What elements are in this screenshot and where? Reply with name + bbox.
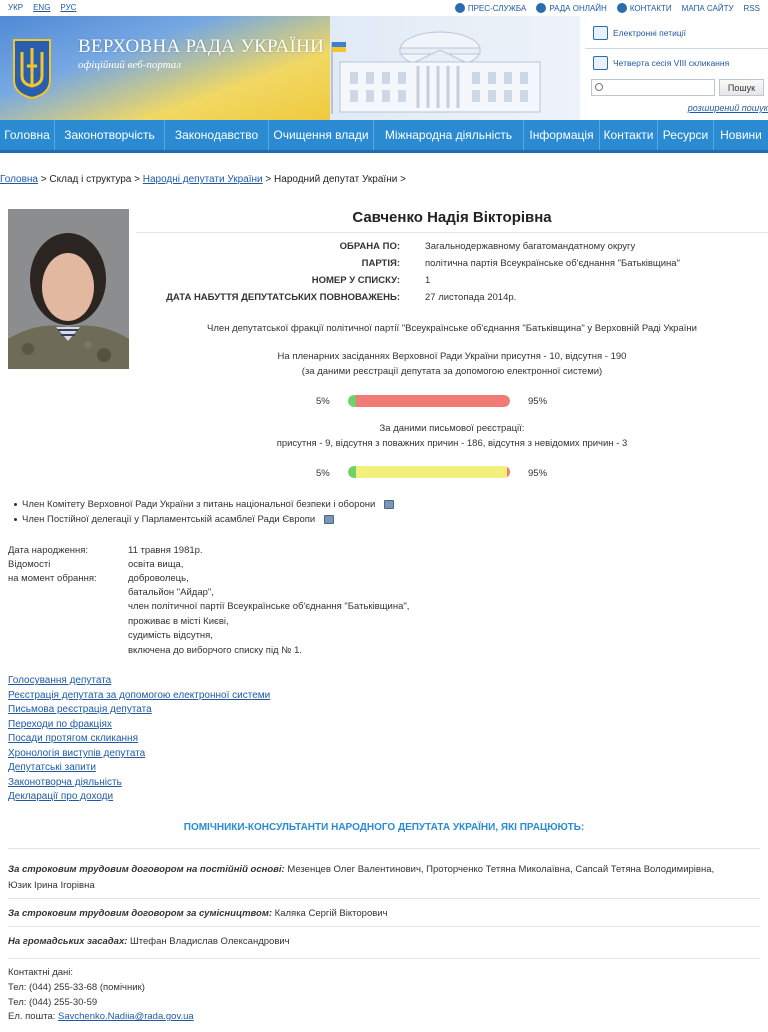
info-row-party [136,258,768,272]
faction-membership: Член депутатської фракції політичної партії "Всеукраїнське об'єднання "Батьківщина" у Верховній Раді України [207,323,697,334]
bio-line: освіта вища, [128,559,184,570]
coat-of-arms-icon[interactable] [10,36,54,100]
site-subtitle: офіційний веб-портал [78,59,182,71]
divider [136,232,768,233]
assistants-volunteer [8,934,728,950]
nav-international[interactable]: Міжнародна діяльність [374,120,524,150]
info-card-icon[interactable] [324,515,334,524]
search-icon [595,83,603,91]
info-label: ПАРТІЯ: [361,258,400,269]
broadcast-icon [536,3,546,13]
press-icon [455,3,465,13]
bio-line: член політичної партії Всеукраїнське об'єднання "Батьківщина", [128,601,410,612]
divider [8,898,760,899]
assistants-names: Мезенцев Олег Валентинович, Проторченко Тетяна Миколаївна, Сапсай Тетяна Володимирівна, Юзик Ірина Ігорівна [8,864,715,891]
contact-phone-assistant: Тел: (044) 255-33-68 (помічник) [8,982,145,993]
language-switcher [8,3,76,12]
header-banner [0,16,580,120]
link-inquiries[interactable]: Депутатські запити [8,762,96,773]
breadcrumb-home[interactable]: Головна [0,174,38,185]
info-label: ОБРАНА ПО: [339,241,400,252]
link-voting[interactable]: Голосування депутата [8,675,112,686]
bio-line: доброволець, [128,573,189,584]
assistants-names: Каляка Сергій Вікторович [272,908,388,919]
bar-unknown-absence-segment [507,466,510,478]
advanced-search-link[interactable]: розширений пошук [687,103,768,113]
breadcrumb-deputies[interactable]: Народні депутати України [142,174,263,185]
link-positions[interactable]: Посади протягом скликання [8,733,138,744]
bio-label: Відомості [8,559,51,570]
link-written-registration[interactable]: Письмова реєстрація депутата [8,704,152,715]
assistants-part-time [8,906,728,922]
birth-date-value: 11 травня 1981р. [128,545,203,556]
calendar-icon [593,56,608,70]
written-registration-stats: присутня - 9, відсутня з поважних причин - 186, відсутня з невідомих причин - 3 [276,438,628,449]
lang-ukr[interactable]: УКР [8,3,24,12]
plenary-attendance: На пленарних засіданнях Верховної Ради України присутня - 10, відсутня - 190 [277,351,627,362]
assistants-group-label: На громадських засадах: [8,936,128,947]
press-service-link[interactable]: ПРЕС-СЛУЖБА [455,3,527,13]
bar1-absent-label: 95% [528,396,548,407]
divider [8,926,760,927]
written-registration-title: За даними письмової реєстрації: [379,423,525,434]
search-input[interactable] [591,79,715,96]
link-declarations[interactable]: Декларації про доходи [8,791,114,802]
divider [8,848,760,849]
bio-line: батальйон "Айдар", [128,587,214,598]
main-navigation [0,120,768,153]
link-electronic-registration[interactable]: Реєстрація депутата за допомогою електронної системи [8,690,271,701]
info-value: Загальнодержавному багатомандатному округу [425,241,636,252]
info-label: ДАТА НАБУТТЯ ДЕПУТАТСЬКИХ ПОВНОВАЖЕНЬ: [166,292,400,303]
nav-home[interactable]: Головна [0,120,55,150]
contact-phone: Тел: (044) 255-30-59 [8,997,98,1008]
breadcrumb-current: > Народний депутат України > [262,174,406,185]
committee-membership: Член Комітету Верховної Ради України з питань національної безпеки і оборони [14,499,394,510]
info-row-elected [136,241,768,255]
phone-icon [617,3,627,13]
nav-news[interactable]: Новини [720,128,762,142]
nav-legislation[interactable]: Законодавство [165,120,269,150]
lang-eng[interactable]: ENG [33,3,51,12]
assistants-group-label: За строковим трудовим договором на постійній основі: [8,864,285,875]
deputy-name: Савченко Надія Вікторівна [352,209,552,226]
delegation-membership: Член Постійної делегації у Парламентській асамблеї Ради Європи [14,514,334,525]
petitions-link[interactable]: Електронні петиції [593,26,686,40]
site-title[interactable]: ВЕРХОВНА РАДА УКРАЇНИ [78,36,325,57]
info-card-icon[interactable] [384,500,394,509]
bar2-present-label: 5% [316,468,330,479]
info-value: політична партія Всеукраїнське об'єднання "Батьківщина" [425,258,680,269]
link-speeches[interactable]: Хронологія виступів депутата [8,748,146,759]
bar-present-segment [348,466,356,478]
bar1-present-label: 5% [316,396,330,407]
email-link[interactable]: Savchenko.Nadiia@rada.gov.ua [58,1011,194,1022]
portrait-image [8,209,129,369]
nav-lawmaking[interactable]: Законотворчість [55,120,165,150]
electronic-attendance-bar [348,395,510,407]
parliament-building-illustration [320,22,570,120]
top-links [455,3,760,13]
plenary-attendance-note: (за даними реєстрації депутата за допомогою електронної системи) [301,366,603,377]
written-attendance-bar [348,466,510,478]
assistants-names: Штефан Владислав Олександрович [127,936,290,947]
contacts-link[interactable]: КОНТАКТИ [617,3,672,13]
bio-label-cont: на момент обрання: [8,573,97,584]
bar2-absent-label: 95% [528,468,548,479]
rada-online-link[interactable]: РАДА ОНЛАЙН [536,3,607,13]
rss-link[interactable]: RSS [743,3,760,13]
assistants-permanent [8,862,728,894]
bar-valid-absence-segment [356,466,507,478]
info-value: 27 листопада 2014р. [425,292,517,303]
lang-rus[interactable]: РУС [60,3,77,12]
divider [8,958,760,959]
birth-date-label: Дата народження: [8,545,89,556]
breadcrumb [0,174,406,185]
email-label: Ел. пошта: [8,1011,59,1022]
contact-email-row [8,1011,194,1022]
search-button[interactable]: Пошук [719,79,764,96]
link-faction-transfers[interactable]: Переходи по фракціях [8,719,112,730]
assistants-title: ПОМІЧНИКИ-КОНСУЛЬТАНТИ НАРОДНОГО ДЕПУТАТА УКРАЇНИ, ЯКІ ПРАЦЮЮТЬ: [183,822,585,833]
info-value: 1 [425,275,431,286]
session-link[interactable]: Четверта сесія VIII скликання [593,56,729,70]
site-header [0,0,768,120]
assistants-group-label: За строковим трудовим договором за сумісництвом: [8,908,273,919]
bio-line: судимість відсутня, [128,630,213,641]
bar-absent-segment [356,395,510,407]
info-label: НОМЕР У СПИСКУ: [311,275,400,286]
bio-line: включена до виборчого списку під № 1. [128,645,302,656]
info-row-list-number [136,275,768,289]
contacts-title: Контактні дані: [8,967,74,978]
petition-icon [593,26,608,40]
bullet-icon [14,518,17,521]
nav-contacts[interactable]: Контакти [600,120,658,150]
deputy-photo [8,209,129,369]
nav-lustration[interactable]: Очищення влади [269,120,374,150]
nav-information[interactable]: Інформація [524,120,600,150]
bar-present-segment [348,395,356,407]
bio-line: проживає в місті Києві, [128,616,229,627]
divider [585,48,768,49]
link-lawmaking[interactable]: Законотворча діяльність [8,777,122,788]
header-right-panel [585,16,768,120]
nav-resources[interactable]: Ресурси [658,120,714,150]
info-row-mandate-date [136,292,768,306]
sitemap-link[interactable]: МАПА САЙТУ [681,3,734,13]
bullet-icon [14,503,17,506]
breadcrumb-text: > Склад і структура > [38,174,143,185]
